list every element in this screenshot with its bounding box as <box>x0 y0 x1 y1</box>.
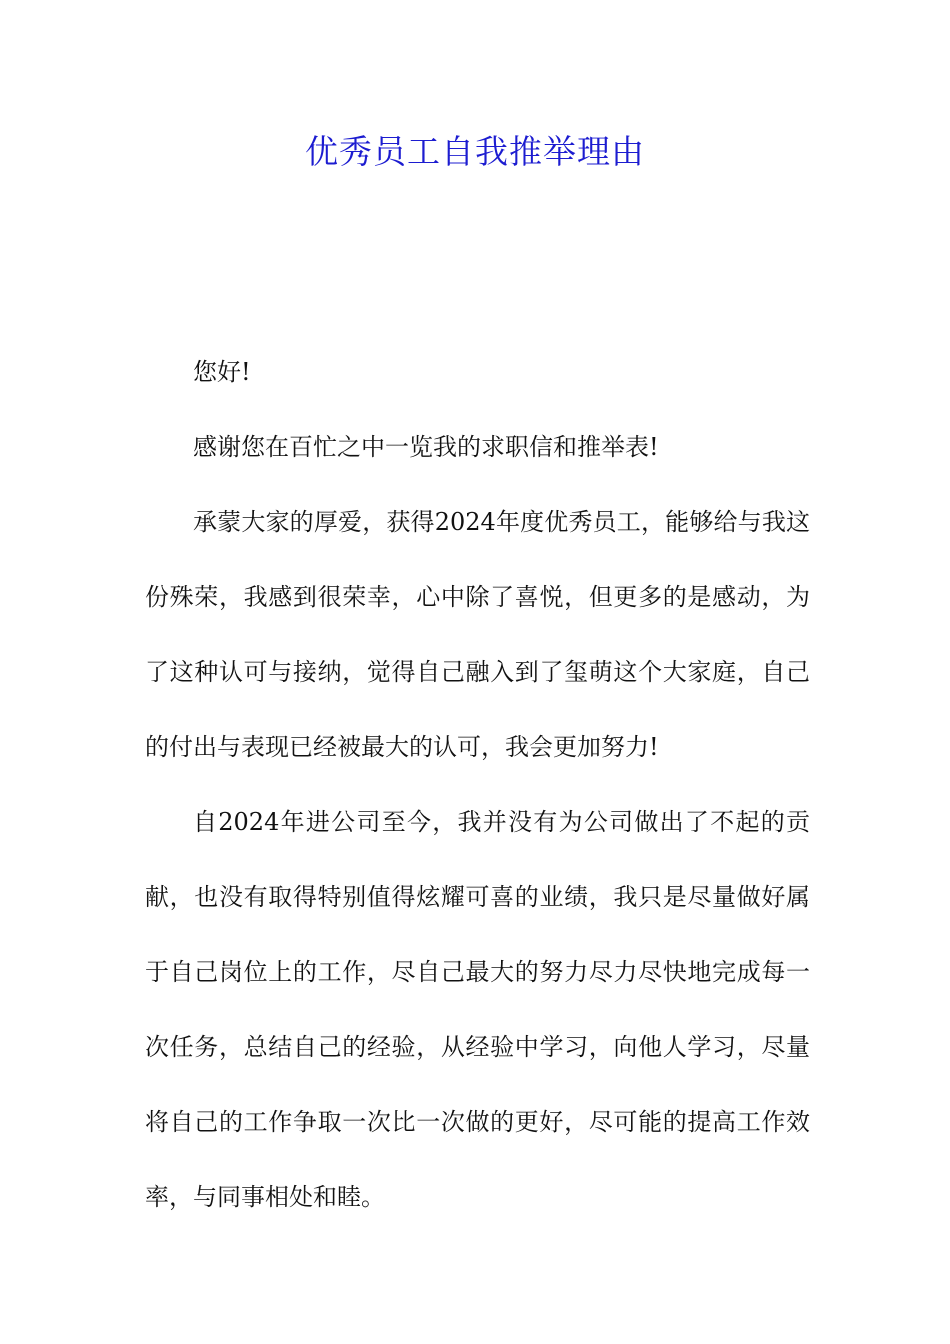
paragraph-thanks: 感谢您在百忙之中一览我的求职信和推举表! <box>193 433 659 461</box>
paragraph-work: 自2024年进公司至今，我并没有为公司做出了不起的贡献，也没有取得特别值得炫耀可喜的业绩，我只是尽量做好属于自己岗位上的工作，尽自己最大的努力尽力尽快地完成每一次任务，总结自己的经验，从经验中学习，向他人学习，尽量将自己的工作争取一次比一次做的更好，尽可能的提高工作效率，与同事相处和睦。 <box>145 808 810 1211</box>
document-body <box>145 335 810 1235</box>
paragraph-honor: 承蒙大家的厚爱，获得2024年度优秀员工，能够给与我这份殊荣，我感到很荣幸，心中除了喜悦，但更多的是感动，为了这种认可与接纳，觉得自己融入到了玺萌这个大家庭，自己的付出与表现已经被最大的认可，我会更加努力! <box>145 508 810 761</box>
document-title: 优秀员工自我推举理由 <box>305 132 645 171</box>
paragraph-greeting: 您好! <box>193 358 251 386</box>
